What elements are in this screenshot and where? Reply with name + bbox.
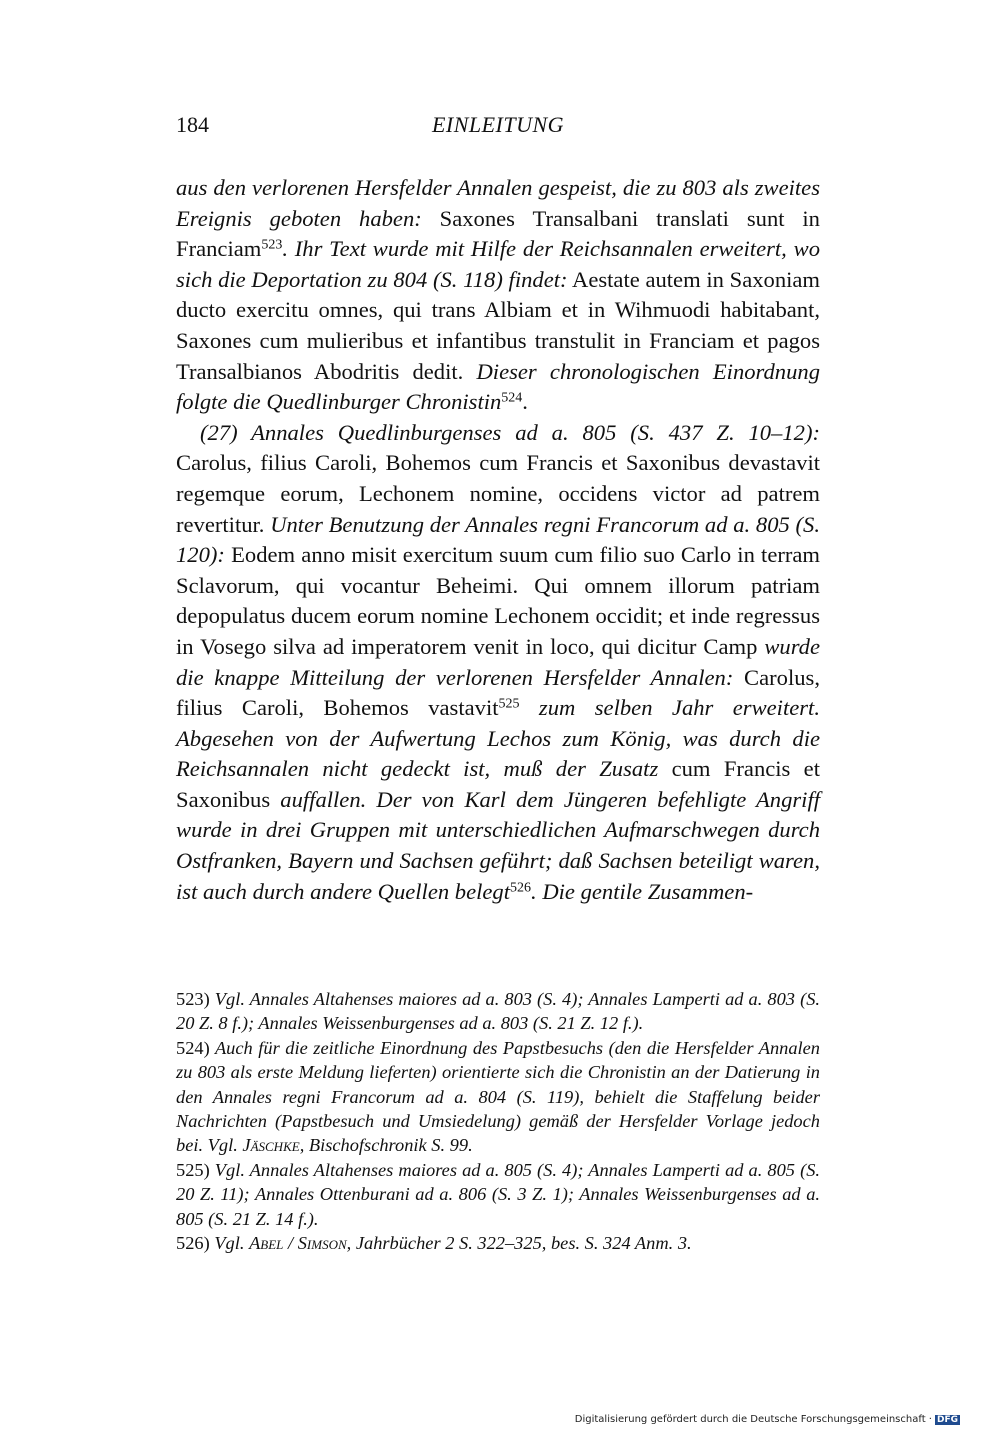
running-title: EINLEITUNG bbox=[431, 112, 565, 137]
footnote-text: Vgl. Annales Altahenses maiores ad a. 803 (S. 4); Annales Lamperti ad a. 803 (S. 20 Z. 8 f.); Annales Weissenburgenses ad a. 803 (S. 21 Z. 12 f.). bbox=[176, 989, 820, 1034]
footnote-ref-523: 523 bbox=[261, 237, 283, 253]
footnote-ref-524: 524 bbox=[501, 390, 523, 406]
paragraph-1 bbox=[176, 173, 820, 418]
footnote-text: Auch für die zeitliche Einordnung des Papstbesuchs (den die Hersfelder Annalen zu 803 als erste Meldung lieferten) orientierte sich die Chronistin an der Datierung in den Annales regni Francorum ad a. 804 (S. 119), behielt die Staffelung beider Nachrichten (Papstbesuch und Umsiedelung) gemäß der Hersfelder Vorlage jedoch bei. Vgl. bbox=[176, 1037, 820, 1156]
dfg-logo-icon: DFG bbox=[936, 1415, 958, 1425]
p2-seg-b: Carolus, filius Caroli, Bohemos cum Francis et Saxonibus devastavit regemque eorum, Lechonem nomine, occidens victor ad patrem revertitur. bbox=[176, 450, 820, 537]
digitization-credit bbox=[575, 1414, 960, 1425]
p1-seg-f: . bbox=[522, 389, 528, 415]
p1-seg-e: Dieser chronologischen Einordnung folgte die Quedlinburger Chronistin bbox=[176, 358, 820, 415]
footnotes bbox=[176, 987, 820, 1255]
p2-seg-g: zum selben Jahr erweitert. Abgesehen von der Aufwertung Lechos zum König, was durch die Reichsannalen nicht gedeckt ist, muß der Zusatz bbox=[176, 695, 820, 782]
footnote-text-pre: Vgl. bbox=[214, 1233, 250, 1254]
credit-text: Digitalisierung gefördert durch die Deutsche Forschungsgemeinschaft · bbox=[574, 1414, 932, 1425]
footnote-text-cont: , Bischofschronik S. 99. bbox=[299, 1135, 473, 1156]
p2-seg-a: (27) Annales Quedlinburgenses ad a. 805 (S. 437 Z. 10–12): bbox=[200, 419, 820, 445]
footnote-ref-526: 526 bbox=[510, 879, 532, 895]
footnote-523 bbox=[176, 987, 820, 1036]
p1-seg-a: aus den verlorenen Hersfelder Annalen gespeist, die zu 803 als zweites Ereignis geboten haben: bbox=[176, 175, 820, 231]
footnote-524 bbox=[176, 1036, 820, 1158]
footnote-author: Jäschke bbox=[242, 1135, 300, 1156]
footnote-author: Abel / Simson bbox=[249, 1233, 347, 1254]
p2-seg-d: Eodem anno misit exercitum suum cum filio suo Carlo in terram Sclavorum, qui vocantur Beheimi. Qui omnem illorum patriam depopulatus ducem eorum nomine Lechonem occidit; et inde regressus in Vosego silva ad imperatorem venit in loco, qui dicitur Camp bbox=[176, 542, 820, 659]
footnote-text: , Jahrbücher 2 S. 322–325, bes. S. 324 Anm. 3. bbox=[346, 1233, 692, 1254]
footnote-number: 526) bbox=[176, 1233, 210, 1254]
footnote-text: Vgl. Annales Altahenses maiores ad a. 805 (S. 4); Annales Lamperti ad a. 805 (S. 20 Z. 11); Annales Ottenburani ad a. 806 (S. 3 Z. 1); Annales Weissenburgenses ad a. 805 (S. 21 Z. 14 f.). bbox=[176, 1159, 820, 1229]
p2-seg-e: wurde die knappe Mitteilung der verlorenen Hersfelder Annalen: bbox=[176, 633, 820, 690]
p1-seg-d: Aestate autem in Saxoniam ducto exercitu omnes, qui trans Albiam et in Wihmuodi habitabant, Saxones cum mulieribus et infantibus transtulit in Franciam et pagos Transalbianos Abodritis dedit. bbox=[176, 266, 821, 384]
paragraph-2 bbox=[176, 418, 820, 908]
main-text bbox=[176, 173, 820, 907]
p1-seg-b: Saxones Transalbani translati sunt in Franciam bbox=[176, 205, 820, 262]
footnote-number: 525) bbox=[176, 1159, 210, 1180]
footnote-526 bbox=[176, 1231, 820, 1255]
page-number: 184 bbox=[176, 112, 209, 137]
footnote-ref-525: 525 bbox=[498, 696, 520, 712]
p1-seg-c: . Ihr Text wurde mit Hilfe der Reichsannalen erweitert, wo sich die Deportation zu 804 (S. 118) findet: bbox=[176, 236, 820, 292]
p2-seg-i: auffallen. Der von Karl dem Jüngeren befehligte Angriff wurde in drei Gruppen mit unterschiedlichen Aufmarschwegen durch Ostfranken, Bayern und Sachsen geführt; daß Sachsen beteiligt waren, ist auch durch andere Quellen belegt bbox=[176, 786, 820, 904]
footnote-525 bbox=[176, 1158, 820, 1231]
footnote-number: 523) bbox=[176, 989, 210, 1009]
p2-seg-h: cum Francis et Saxonibus bbox=[176, 756, 820, 812]
page-header bbox=[176, 112, 820, 144]
p2-seg-f: Carolus, filius Caroli, Bohemos vastavit bbox=[176, 664, 820, 721]
p2-seg-j: . Die gentile Zusammen- bbox=[531, 878, 754, 904]
p2-seg-c: Unter Benutzung der Annales regni Francorum ad a. 805 (S. 120): bbox=[176, 511, 820, 568]
footnote-number: 524) bbox=[176, 1037, 210, 1058]
